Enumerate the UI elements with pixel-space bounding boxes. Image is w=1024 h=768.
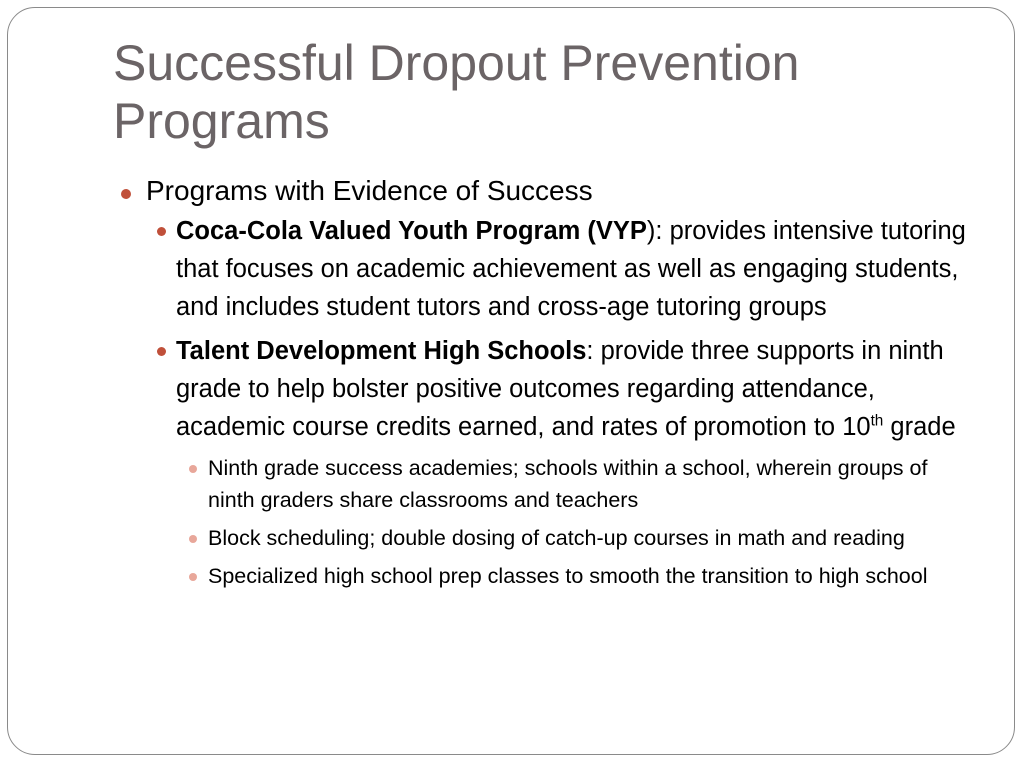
- bullet-programs-evidence: [113, 172, 973, 210]
- bullet-tdhs: [113, 332, 973, 446]
- sub-bullet-text: Specialized high school prep classes to smooth the transition to high school: [208, 564, 928, 588]
- sub-bullet-text: Ninth grade success academies; schools within a school, wherein groups of ninth graders share classrooms and teachers: [208, 456, 928, 512]
- sub-bullet-dot-icon: [189, 465, 197, 473]
- bullet-dot-icon: [157, 227, 166, 236]
- bullet-tdhs-description: : provide three supports in ninth grade to help bolster positive outcomes regarding attendance, academic course credits earned, and rates of promotion to 10: [176, 337, 944, 441]
- bullet-tdhs-superscript: th: [870, 412, 884, 430]
- bullet-tdhs-tail: grade: [883, 413, 956, 441]
- sub-bullet-block-scheduling: [113, 522, 973, 554]
- bullet-text: Programs with Evidence of Success: [146, 175, 593, 206]
- slide-body: [113, 172, 973, 592]
- sub-bullet-dot-icon: [189, 573, 197, 581]
- bullet-dot-icon: [121, 189, 131, 199]
- sub-bullet-text: Block scheduling; double dosing of catch-up courses in math and reading: [208, 526, 905, 550]
- bullet-vyp-description: ): provides intensive tutoring that focuses on academic achievement as well as engaging students, and includes student tutors and cross-age tutoring groups: [176, 217, 966, 321]
- bullet-vyp: [113, 212, 973, 326]
- slide: [7, 7, 1015, 755]
- slide-title: Successful Dropout Prevention Programs: [113, 35, 800, 149]
- sub-bullet-prep-classes: [113, 560, 973, 592]
- bullet-tdhs-name: Talent Development High Schools: [176, 337, 587, 365]
- sub-bullet-academies: [113, 452, 973, 516]
- sub-bullet-dot-icon: [189, 535, 197, 543]
- bullet-vyp-name: Coca-Cola Valued Youth Program (VYP: [176, 217, 647, 245]
- bullet-dot-icon: [157, 347, 166, 356]
